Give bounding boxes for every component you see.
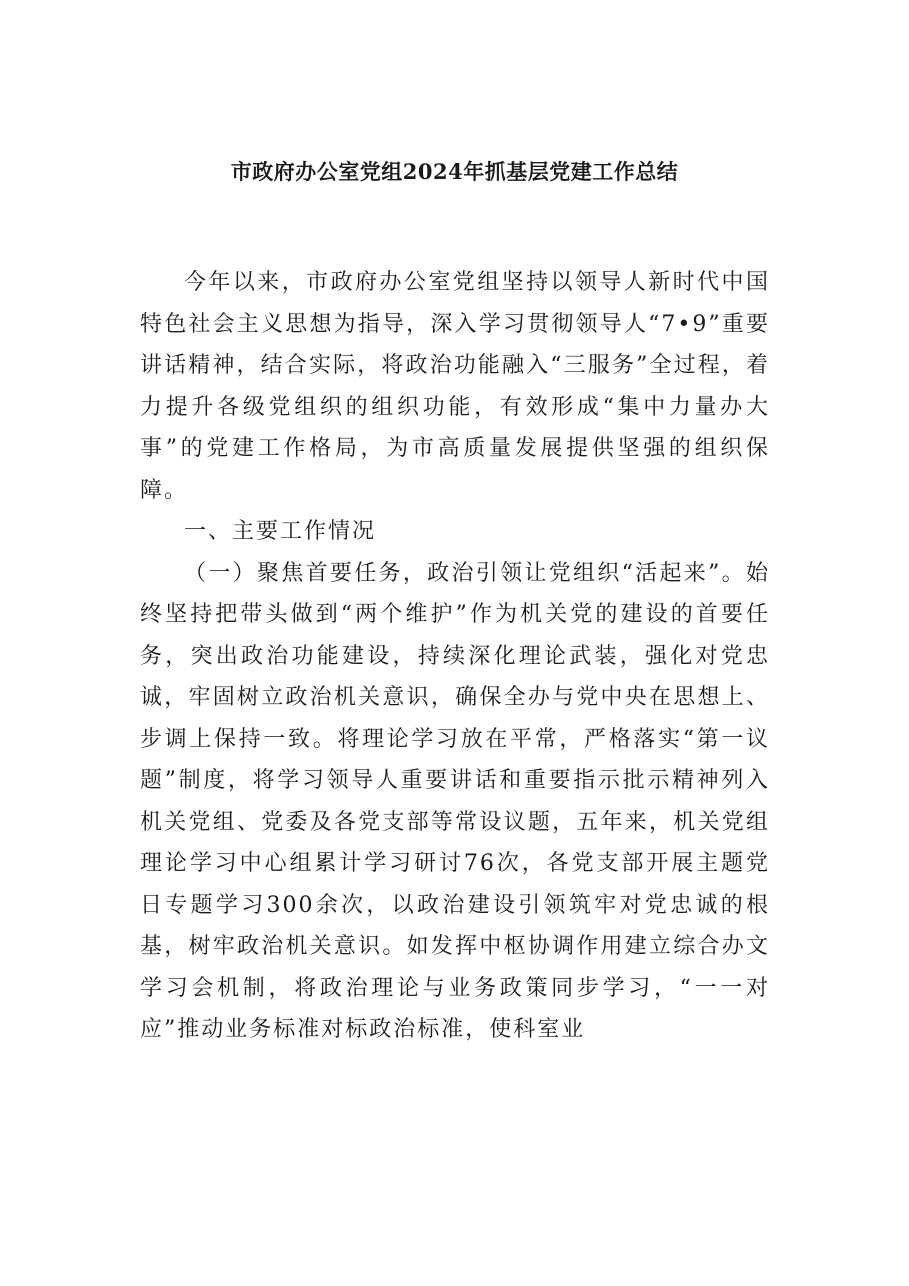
section-heading: 一、主要工作情况 — [184, 519, 377, 544]
document-body — [140, 262, 770, 1051]
section-paragraph: （一）聚焦首要任务，政治引领让党组织“活起来”。始终坚持把带头做到“两个维护”作为机关党的建设的首要任务，突出政治功能建设，持续深化理论武装，强化对党忠诚，牢固树立政治机关意识，确保全办与党中央在思想上、步调上保持一致。将理论学习放在平常，严格落实“第一议题”制度，将学习领导人重要讲话和重要指示批示精神列入机关党组、党委及各党支部等常设议题，五年来，机关党组理论学习中心组累计学习研讨76次，各党支部开展主题党日专题学习300余次，以政治建设引领筑牢对党忠诚的根基，树牢政治机关意识。如发挥中枢协调作用建立综合办文学习会机制，将政治理论与业务政策同步学习，“一一对应”推动业务标准对标政治标准，使科室业 — [140, 560, 770, 1042]
document-title: 市政府办公室党组2024年抓基层党建工作总结 — [230, 159, 679, 184]
intro-paragraph: 今年以来，市政府办公室党组坚持以领导人新时代中国特色社会主义思想为指导，深入学习贯彻领导人“7•9”重要讲话精神，结合实际，将政治功能融入“三服务”全过程，着力提升各级党组织的组织功能，有效形成“集中力量办大事”的党建工作格局，为市高质量发展提供坚强的组织保障。 — [140, 270, 770, 503]
